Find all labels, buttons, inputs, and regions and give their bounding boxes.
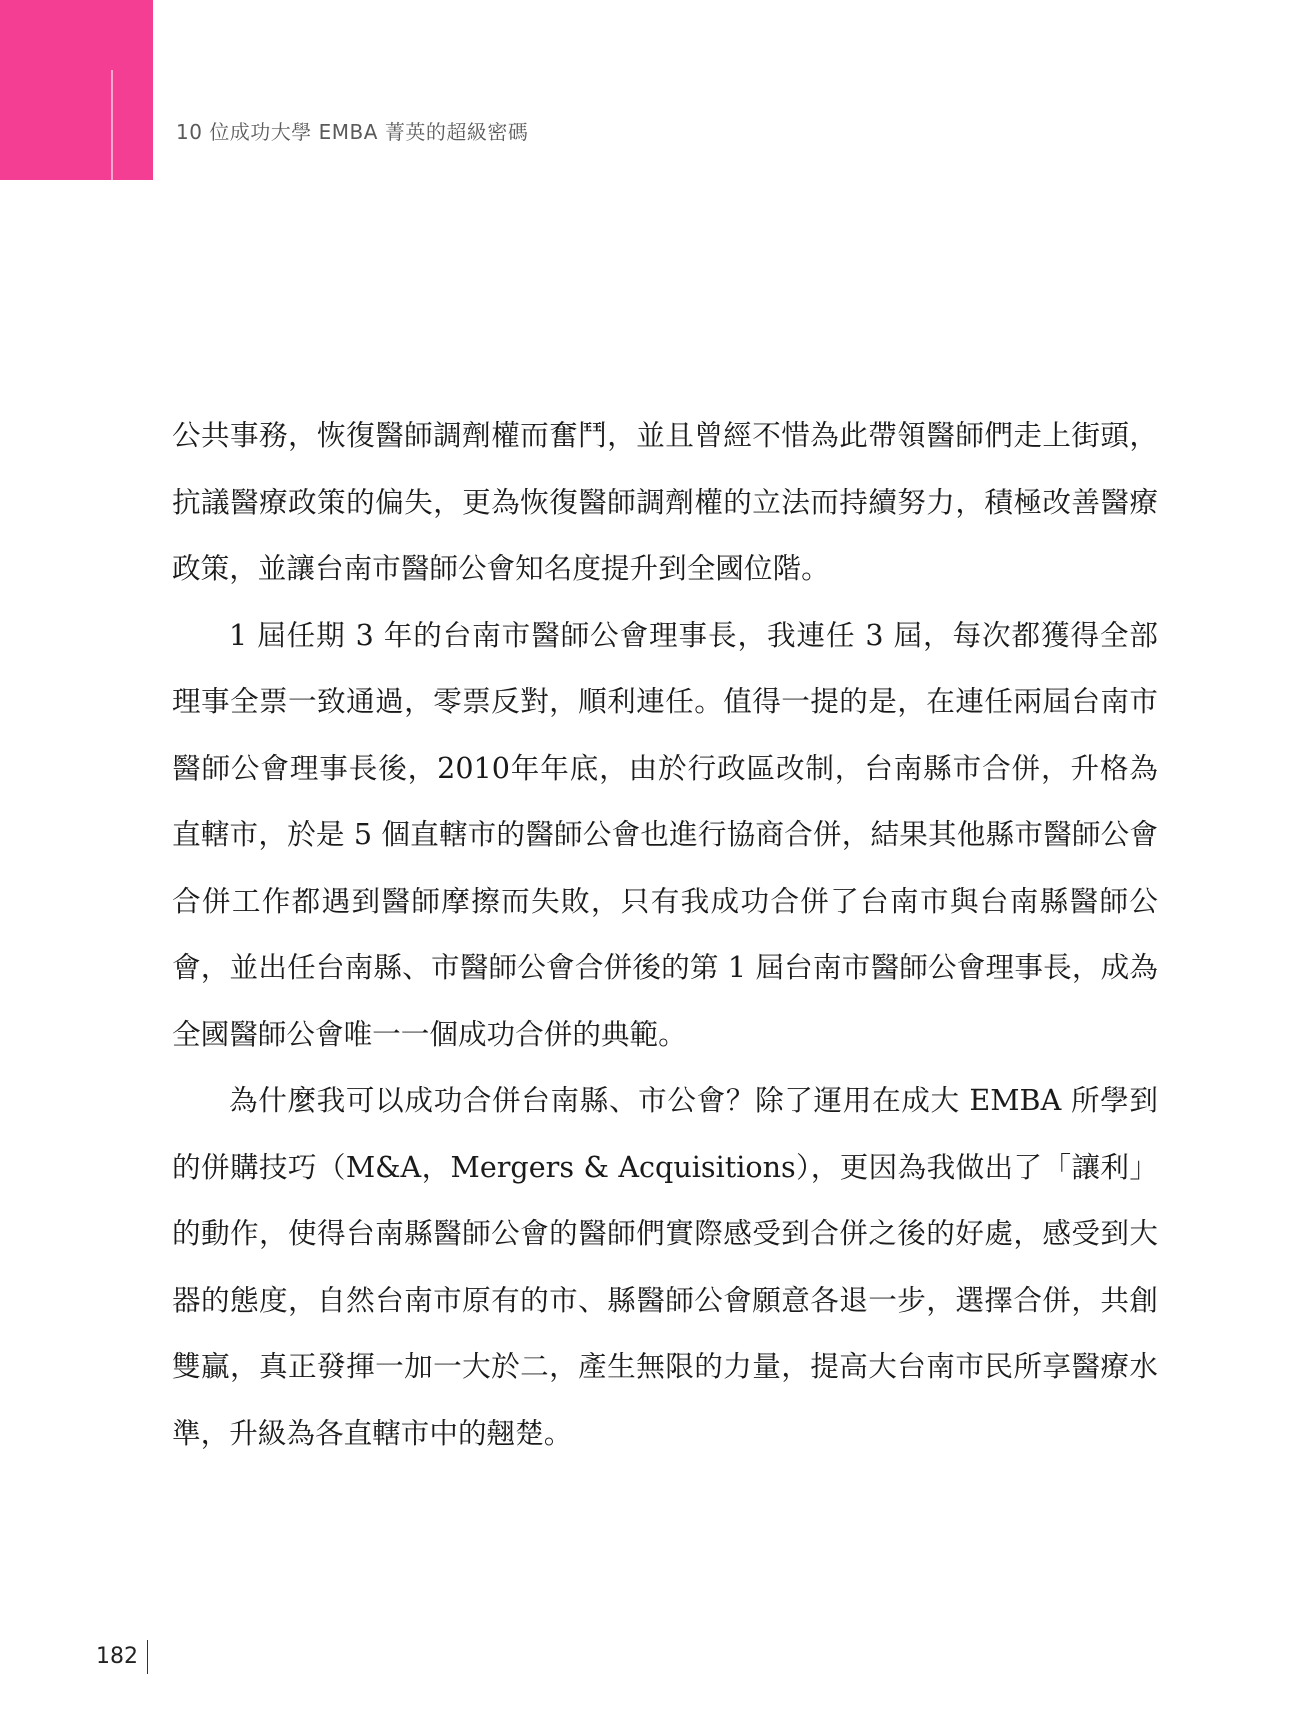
- page-number: 182: [96, 1644, 138, 1669]
- body-text: [172, 402, 1158, 1466]
- brand-seal-logo: [88, 70, 136, 301]
- paragraph-3: 為什麼我可以成功合併台南縣、市公會？除了運用在成大 EMBA 所學到的併購技巧（M&A，Mergers & Acquisitions），更因為我做出了「讓利」的動作，使得台南縣醫師公會的醫師們實際感受到合併之後的好處，感受到大器的態度，自然台南市原有的市、縣醫師公會願意各退一步，選擇合併，共創雙贏，真正發揮一加一大於二，產生無限的力量，提高大台南市民所享醫療水準，升級為各直轄市中的翹楚。: [172, 1083, 1158, 1450]
- page-number-divider: [147, 1640, 148, 1674]
- paragraph-1: 公共事務，恢復醫師調劑權而奮鬥，並且曾經不惜為此帶領醫師們走上街頭，抗議醫療政策的偏失，更為恢復醫師調劑權的立法而持續努力，積極改善醫療政策，並讓台南市醫師公會知名度提升到全國位階。: [172, 418, 1158, 585]
- brand-color-block: [0, 0, 153, 301]
- seal-stem-decoration: [111, 70, 113, 180]
- brand-seal-text: 登 峰: [90, 206, 133, 301]
- running-head: 10 位成功大學 EMBA 菁英的超級密碼: [176, 120, 529, 144]
- paragraph-2: 1 屆任期 3 年的台南市醫師公會理事長，我連任 3 屆，每次都獲得全部理事全票一致通過，零票反對，順利連任。值得一提的是，在連任兩屆台南市醫師公會理事長後，2010年年底，由於行政區改制，台南縣市合併，升格為直轄市，於是 5 個直轄市的醫師公會也進行協商合併，結果其他縣市醫師公會合併工作都遇到醫師摩擦而失敗，只有我成功合併了台南市與台南縣醫師公會，並出任台南縣、市醫師公會合併後的第 1 屆台南市醫師公會理事長，成為全國醫師公會唯一一個成功合併的典範。: [172, 617, 1158, 1051]
